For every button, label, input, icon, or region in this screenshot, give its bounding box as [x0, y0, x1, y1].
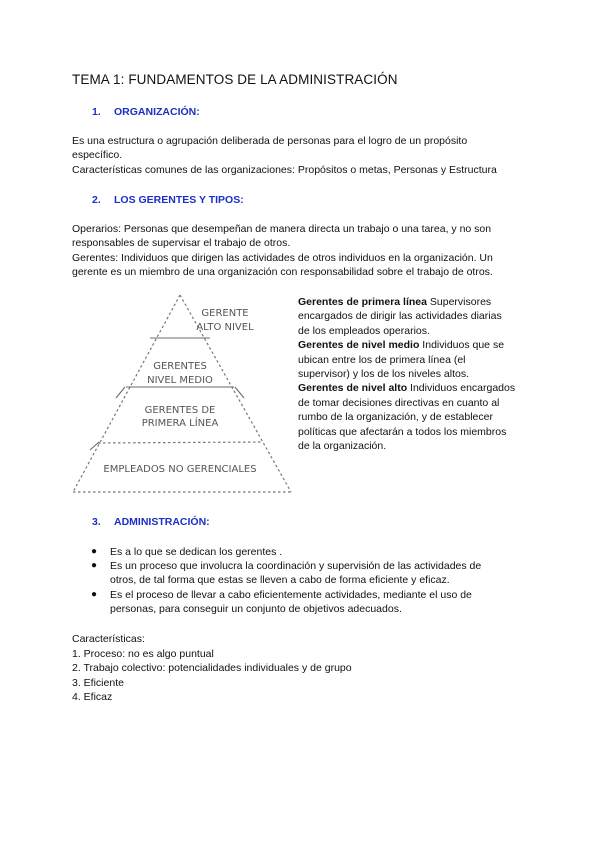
legend-desc: Supervisores: [426, 296, 492, 308]
section-number: 1.: [92, 106, 101, 118]
legend-line: [298, 295, 515, 309]
text-line: Es el proceso de llevar a cabo eficientemente actividades, mediante el uso de: [110, 589, 472, 601]
text-line: gerente es un miembro de una organización con responsabilidad sobre el trabajo de otros.: [72, 266, 493, 279]
bullet-icon: ●: [91, 546, 98, 557]
legend-line: [298, 338, 515, 352]
pyramid-legend: [298, 295, 515, 453]
text-line: Es un proceso que involucra la coordinación y supervisión de las actividades de: [110, 560, 482, 572]
legend-term: Gerentes de nivel alto: [298, 382, 408, 395]
caracteristicas-label: Características:: [72, 633, 145, 645]
legend-line: encargados de dirigir las actividades diarias: [298, 310, 502, 323]
pyramid-label-alto-2: ALTO NIVEL: [196, 322, 254, 333]
pyramid-left-edge: [73, 295, 180, 492]
legend-desc: Individuos encargados: [407, 382, 516, 395]
legend-line: [298, 381, 515, 395]
legend-line: políticas que afectarán a todos los miembros: [298, 425, 507, 438]
management-pyramid-diagram: [68, 290, 296, 496]
text-line: Gerentes: Individuos que dirigen las actividades de otros individuos en la organización. Un: [72, 251, 493, 264]
legend-term: Gerentes de nivel medio: [298, 339, 420, 352]
section-heading-administracion: [92, 516, 210, 528]
pyramid-label-medio-2: NIVEL MEDIO: [147, 375, 213, 386]
text-line: Características comunes de las organizaciones: Propósitos o metas, Personas y Estructura: [72, 163, 497, 176]
pyramid-label-primera-2: PRIMERA LÍNEA: [141, 418, 219, 429]
text-line: otros, de tal forma que estas se lleven a cabo de forma eficiente y eficaz.: [110, 574, 450, 587]
legend-line: de la organización.: [298, 440, 387, 453]
legend-line: de tomar decisiones directivas en cuanto al: [298, 396, 500, 409]
caracteristicas-list: [72, 647, 352, 705]
pyramid-label-medio-1: GERENTES: [153, 361, 207, 372]
organizacion-paragraph: [72, 134, 497, 177]
bullet-icon: ●: [91, 560, 98, 571]
list-item: 1. Proceso: no es algo puntual: [72, 648, 214, 660]
legend-line: ubican entre los de primera línea (el: [298, 353, 466, 366]
page-title: TEMA 1: FUNDAMENTOS DE LA ADMINISTRACIÓN: [72, 72, 398, 87]
section-number: 2.: [92, 194, 101, 206]
bullet-icon: ●: [91, 589, 98, 600]
pyramid-label-alto-1: GERENTE: [201, 308, 249, 319]
pyramid-divider-3: [98, 442, 263, 443]
list-item: 3. Eficiente: [72, 676, 124, 689]
section-number: 3.: [92, 516, 101, 528]
legend-term: Gerentes de primera línea: [298, 296, 427, 308]
bullet-item: [91, 545, 283, 559]
bullet-item: [91, 588, 472, 617]
text-line: Es una estructura o agrupación deliberada de personas para el logro de un propósito: [72, 135, 468, 147]
section-title: LOS GERENTES Y TIPOS:: [114, 194, 244, 206]
legend-desc: Individuos que se: [419, 339, 505, 352]
pyramid-label-empleados: EMPLEADOS NO GERENCIALES: [103, 464, 257, 475]
legend-line: rumbo de la organización, y de establecer: [298, 411, 493, 424]
list-item: 4. Eficaz: [72, 691, 113, 704]
section-heading-gerentes: [92, 194, 244, 206]
section-title: ORGANIZACIÓN:: [114, 106, 200, 118]
legend-line: de los empleados operarios.: [298, 324, 430, 337]
list-item: 2. Trabajo colectivo: potencialidades individuales y de grupo: [72, 662, 352, 675]
gerentes-paragraph: [72, 222, 493, 280]
text-line: Es a lo que se dedican los gerentes .: [110, 546, 283, 558]
text-line: responsables de supervisar el trabajo de otros.: [72, 237, 291, 250]
text-line: específico.: [72, 149, 123, 162]
section-title: ADMINISTRACIÓN:: [114, 516, 210, 528]
bullet-item: [91, 559, 482, 588]
text-line: Operarios: Personas que desempeñan de manera directa un trabajo o una tarea, y no son: [72, 223, 492, 235]
pyramid-label-primera-1: GERENTES DE: [144, 405, 216, 416]
legend-line: supervisor) y los de los niveles altos.: [298, 368, 469, 381]
text-line: personas, para conseguir un conjunto de objetivos adecuados.: [110, 603, 402, 616]
section-heading-organizacion: [92, 106, 200, 118]
